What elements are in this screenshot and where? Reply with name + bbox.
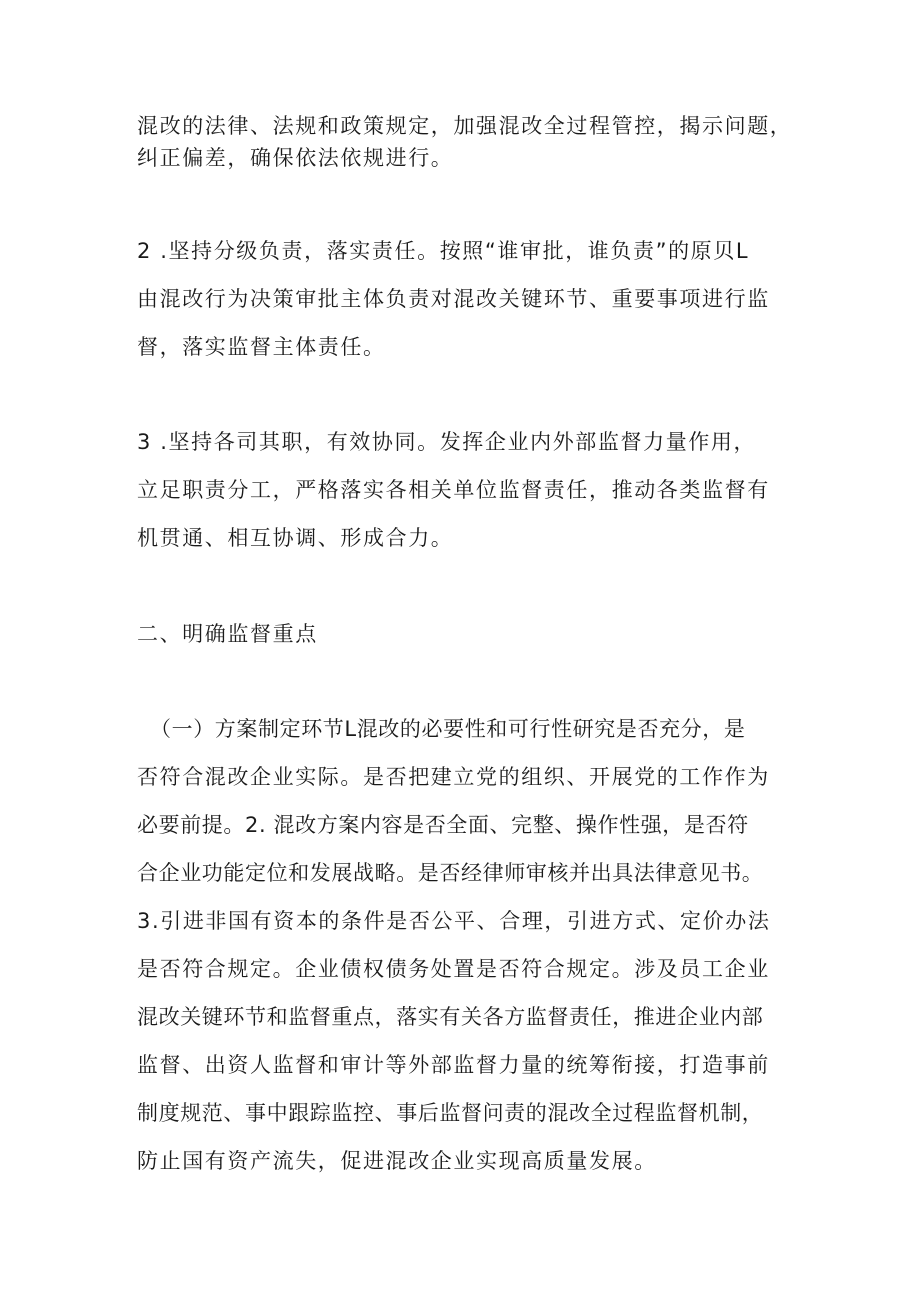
text-line: 纠正偏差，确保依法依规进行。 bbox=[137, 146, 454, 170]
text-line: 必要前提。2. 混改方案内容是否全面、完整、操作性强，是否符 bbox=[137, 813, 749, 837]
text-line: 监督、出资人监督和审计等外部监督力量的统筹衔接，打造事前 bbox=[137, 1053, 770, 1077]
text-line: 立足职责分工，严格落实各相关单位监督责任，推动各类监督有 bbox=[137, 478, 770, 502]
heading-text: 二、明确监督重点 bbox=[137, 622, 318, 646]
text-line: 3 .坚持各司其职，有效协同。发挥企业内外部监督力量作用， bbox=[137, 430, 757, 454]
text-line: 督，落实监督主体责任。 bbox=[137, 335, 386, 359]
text-line: 由混改行为决策审批主体负责对混改关键环节、重要事项进行监 bbox=[137, 287, 770, 311]
text-line: 3.引进非国有资本的条件是否公平、合理，引进方式、定价办法 bbox=[137, 909, 771, 933]
text-line: 合企业功能定位和发展战略。是否经律师审核并出具法律意见书。 bbox=[137, 861, 764, 885]
text-line: 制度规范、事中跟踪监控、事后监督问责的混改全过程监督机制， bbox=[137, 1101, 764, 1125]
text-line: 2 .坚持分级负责，落实责任。按照“谁审批，谁负责”的原贝L bbox=[137, 239, 750, 263]
text-line: 防止国有资产流失，促进混改企业实现高质量发展。 bbox=[137, 1149, 657, 1173]
text-line: （一）方案制定环节L混改的必要性和可行性研究是否充分，是 bbox=[150, 717, 746, 741]
text-line: 混改关键环节和监督重点，落实有关各方监督责任，推进企业内部 bbox=[137, 1005, 764, 1029]
text-line: 机贯通、相互协调、形成合力。 bbox=[137, 526, 454, 550]
text-line: 否符合混改企业实际。是否把建立党的组织、开展党的工作作为 bbox=[137, 765, 770, 789]
text-line: 混改的法律、法规和政策规定，加强混改全过程管控，揭示问题， bbox=[137, 114, 793, 138]
text-line: 是否符合规定。企业债权债务处置是否符合规定。涉及员工企业 bbox=[137, 957, 770, 981]
